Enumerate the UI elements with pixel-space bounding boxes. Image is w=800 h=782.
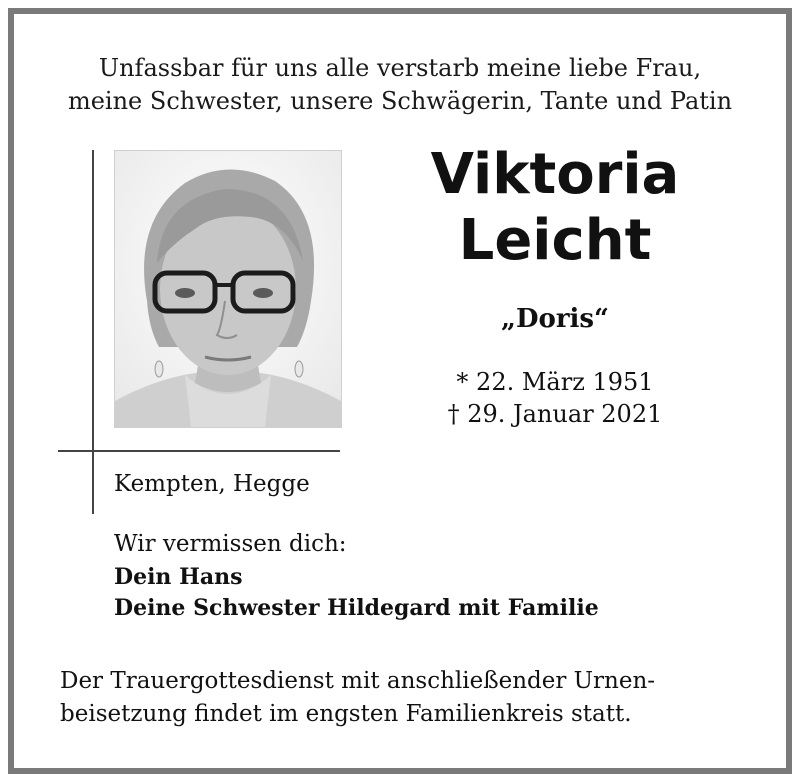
service-line-2: beisetzung findet im engsten Familienkreis statt. [60, 701, 632, 727]
service-line-1: Der Trauergottesdienst mit anschließender Urnen- [60, 668, 656, 694]
place-text: Kempten, Hegge [114, 471, 310, 497]
cross-horizontal-line [58, 450, 340, 452]
first-name: Viktoria [430, 142, 680, 207]
mourner-name: Dein Hans [114, 564, 243, 590]
cross-vertical-line [92, 150, 94, 514]
portrait-photo [114, 150, 342, 428]
deceased-name [380, 142, 730, 274]
intro-line-2: meine Schwester, unsere Schwägerin, Tante und Patin [67, 87, 733, 115]
mourners-intro: Wir vermissen dich: [114, 531, 347, 557]
death-date: † 29. Januar 2021 [447, 400, 663, 428]
intro-line-1: Unfassbar für uns alle verstarb meine liebe Frau, [98, 54, 702, 82]
life-dates [380, 366, 730, 430]
birth-date: * 22. März 1951 [456, 368, 654, 396]
service-text [60, 665, 655, 731]
intro-text [0, 52, 800, 118]
mourner-name: Deine Schwester Hildegard mit Familie [114, 595, 599, 621]
last-name: Leicht [458, 208, 652, 273]
mourners-list [114, 562, 599, 624]
nickname: „Doris“ [500, 304, 609, 334]
